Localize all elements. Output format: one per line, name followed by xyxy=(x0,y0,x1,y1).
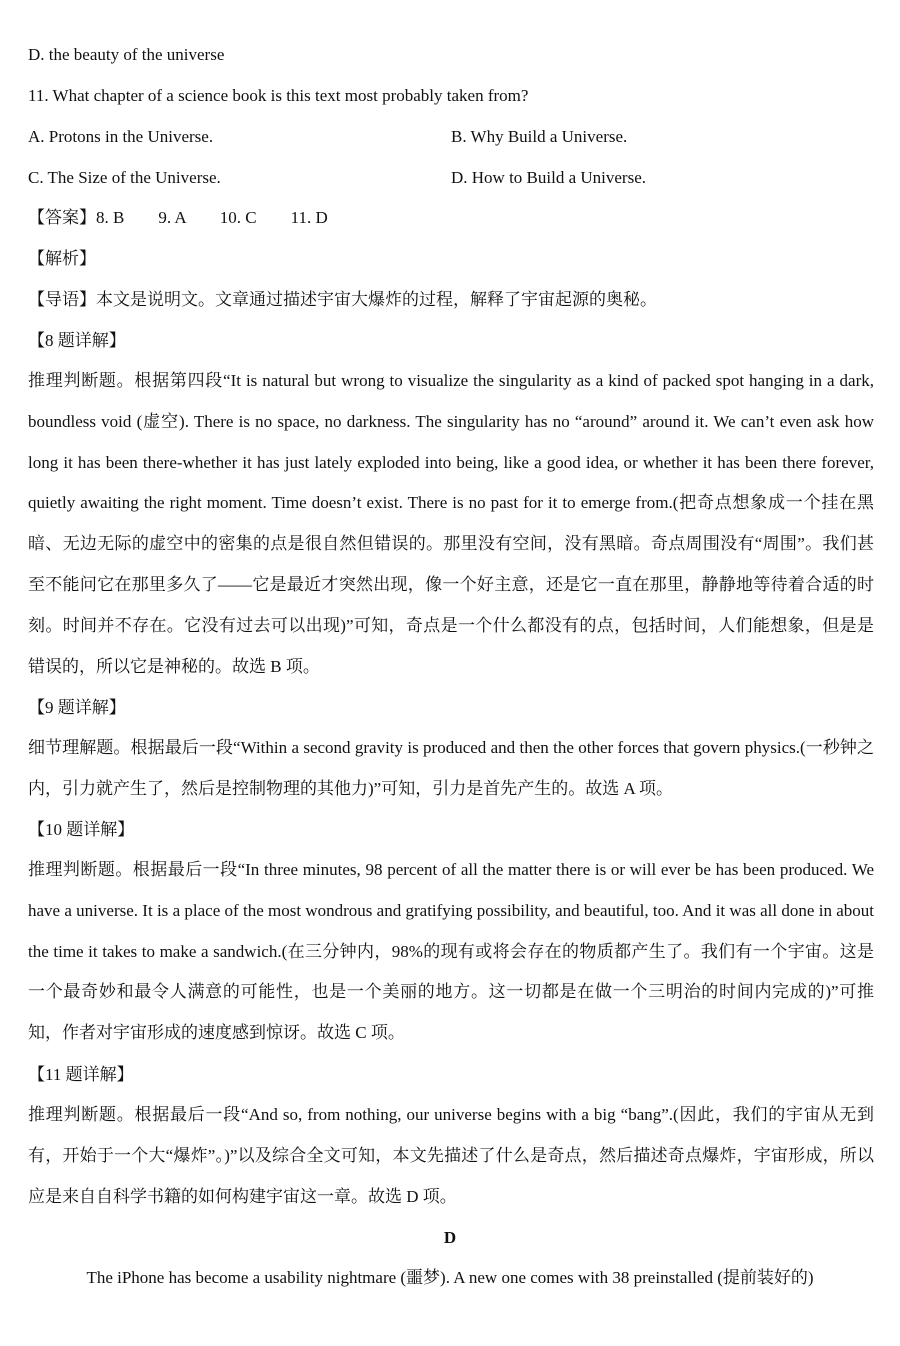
q11-question: 11. What chapter of a science book is this text most probably taken from? xyxy=(28,86,529,105)
analysis-heading: 【解析】 xyxy=(28,249,96,268)
q11-heading: 【11 题详解】 xyxy=(28,1065,134,1084)
q10-option-d: D. the beauty of the universe xyxy=(28,45,225,64)
q11-option-d: D. How to Build a Universe. xyxy=(451,168,647,187)
q8-heading: 【8 题详解】 xyxy=(28,331,126,350)
q11-explanation: 推理判断题。根据最后一段“And so, from nothing, our universe begins with a big “bang”.(因此，我们的宇宙从无到有，开始于一个大“爆炸”。)”以及综合全文可知，本文先描述了什么是奇点，然后描述奇点爆炸，宇宙形成，所以应是来自自科学书籍的如何构建宇宙这一章。故选 D 项。 xyxy=(28,1105,874,1206)
q11-option-c: C. The Size of the Universe. xyxy=(28,168,221,187)
q9-heading: 【9 题详解】 xyxy=(28,698,126,717)
section-d-first-line: The iPhone has become a usability nightmare (噩梦). A new one comes with 38 preinstalled (提前装好的) xyxy=(86,1268,814,1287)
answer-line: 【答案】8. B 9. A 10. C 11. D xyxy=(28,208,328,227)
q10-heading: 【10 题详解】 xyxy=(28,820,135,839)
q10-explanation: 推理判断题。根据最后一段“In three minutes, 98 percent of all the matter there is or will ever be has been produced. We have a universe. It is a place of the most wondrous and gratifying possibility, and beautiful, too. And it was all done in about the time it takes to make a sandwich.(在三分钟内，98%的现有或将会存在的物质都产生了。我们有一个宇宙。这是一个最奇妙和最令人满意的可能性，也是一个美丽的地方。这一切都是在做一个三明治的时间内完成的)”可推知，作者对宇宙形成的速度感到惊讶。故选 C 项。 xyxy=(28,860,874,1043)
intro-guide: 【导语】本文是说明文。文章通过描述宇宙大爆炸的过程，解释了宇宙起源的奥秘。 xyxy=(28,290,657,309)
section-d-label: D xyxy=(443,1228,457,1247)
q9-explanation: 细节理解题。根据最后一段“Within a second gravity is produced and then the other forces that govern physics.(一秒钟之内，引力就产生了，然后是控制物理的其他力)”可知，引力是首先产生的。故选 A 项。 xyxy=(28,738,874,798)
q11-option-a: A. Protons in the Universe. xyxy=(28,127,214,146)
q11-option-b: B. Why Build a Universe. xyxy=(451,127,628,146)
q8-explanation: 推理判断题。根据第四段“It is natural but wrong to visualize the singularity as a kind of packed spot hanging in a dark, boundless void (虚空). There is no space, no darkness. The singularity has no “around” around it. We can’t even ask how long it has been there-whether it has just lately exploded into being, like a good idea, or whether it has been there forever, quietly awaiting the right moment. Time doesn’t exist. There is no past for it to emerge from.(把奇点想象成一个挂在黑暗、无边无际的虚空中的密集的点是很自然但错误的。那里没有空间，没有黑暗。奇点周围没有“周围”。我们甚至不能问它在那里多久了——它是最近才突然出现，像一个好主意，还是它一直在那里，静静地等待着合适的时刻。时间并不存在。它没有过去可以出现)”可知，奇点是一个什么都没有的点，包括时间，人们能想象，但是是错误的，所以它是神秘的。故选 B 项。 xyxy=(28,371,874,676)
